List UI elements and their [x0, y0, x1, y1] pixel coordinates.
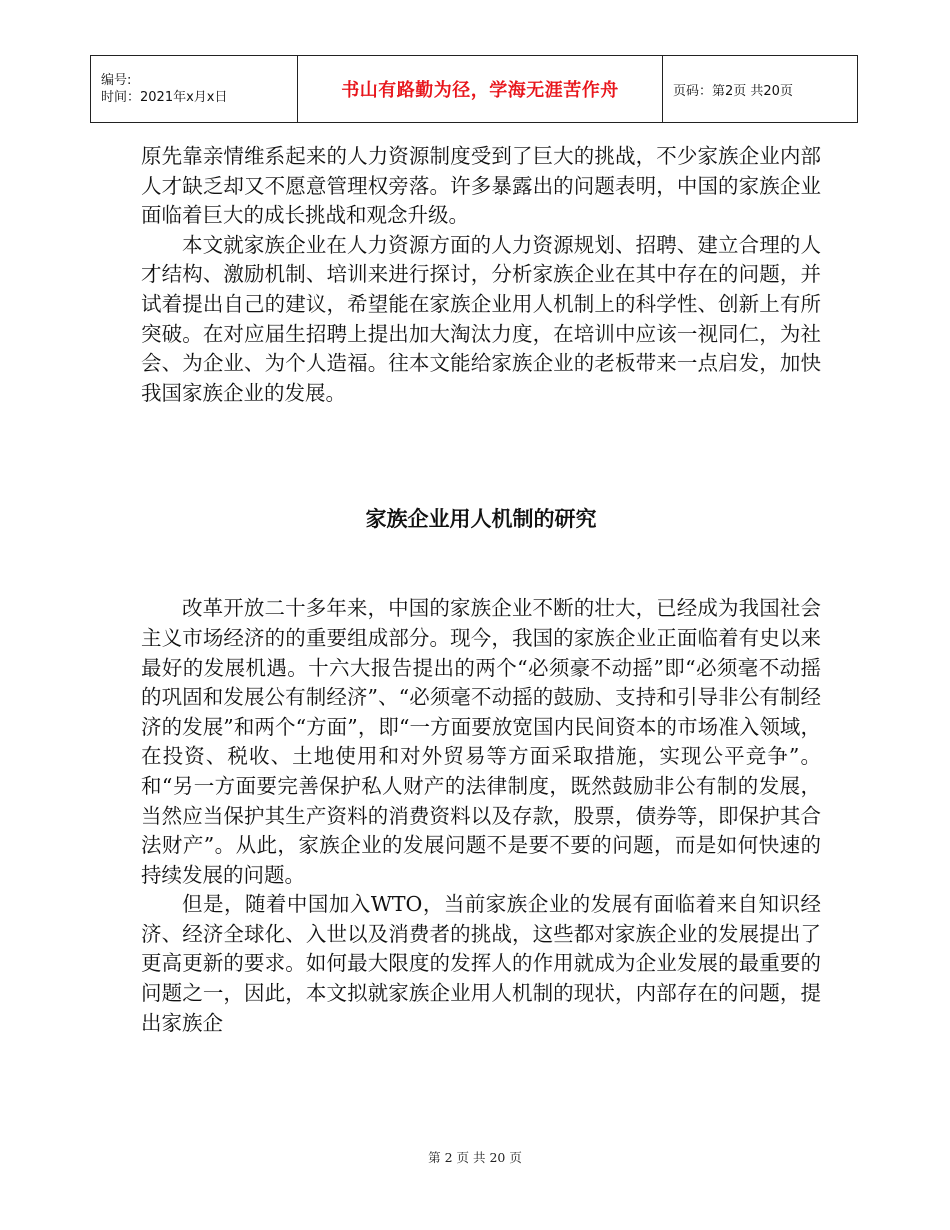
spacer: [141, 534, 821, 594]
document-body: [141, 142, 821, 1038]
page-header: [90, 55, 858, 123]
section-title: 家族企业用人机制的研究: [365, 507, 597, 532]
intro-paragraph-2: 本文就家族企业在人力资源方面的人力资源规划、招聘、建立合理的人才结构、激励机制、培训来进行探讨，分析家族企业在其中存在的问题，并试着提出自己的建议，希望能在家族企业用人机制上的科学性、创新上有所突破。在对应届生招聘上提出加大淘汰力度，在培训中应该一视同仁，为社会、为企业、为个人造福。往本文能给家族企业的老板带来一点启发，加快我国家族企业的发展。: [141, 232, 821, 405]
header-meta-cell: [91, 56, 298, 123]
spacer: [141, 408, 821, 504]
page-footer: 第 2 页 共 20 页: [428, 1150, 522, 1165]
intro-paragraph-1: 原先靠亲情维系起来的人力资源制度受到了巨大的挑战，不少家族企业内部人才缺乏却又不愿意管理权旁落。许多暴露出的问题表明，中国的家族企业面临着巨大的成长挑战和观念升级。: [141, 144, 821, 228]
section-paragraph-1: 改革开放二十多年来，中国的家族企业不断的壮大，已经成为我国社会主义市场经济的的重要组成部分。现今，我国的家族企业正面临着有史以来最好的发展机遇。十六大报告提出的两个“必须豪不动摇”即“必须毫不动摇的巩固和发展公有制经济”、“必须毫不动摇的鼓励、支持和引导非公有制经济的发展”和两个“方面”，即“一方面要放宽国内民间资本的市场准入领域，在投资、税收、土地使用和对外贸易等方面采取措施，实现公平竞争”。和“另一方面要完善保护私人财产的法律制度，既然鼓励非公有制的发展，当然应当保护其生产资料的消费资料以及存款，股票，债券等，即保护其合法财产”。从此，家族企业的发展问题不是要不要的问题，而是如何快速的持续发展的问题。: [141, 596, 821, 887]
header-page-info: 页码：第2页 共20页: [663, 56, 858, 123]
document-time-label: 时间：2021年x月x日: [101, 90, 228, 105]
document-number-label: 编号:: [101, 73, 132, 88]
header-motto: 书山有路勤为径，学海无涯苦作舟: [298, 56, 663, 123]
section-paragraph-2: 但是，随着中国加入WTO，当前家族企业的发展有面临着来自知识经济、经济全球化、入世以及消费者的挑战，这些都对家族企业的发展提出了更高更新的要求。如何最大限度的发挥人的作用就成为企业发展的最重要的问题之一，因此，本文拟就家族企业用人机制的现状，内部存在的问题，提出家族企: [141, 892, 821, 1035]
